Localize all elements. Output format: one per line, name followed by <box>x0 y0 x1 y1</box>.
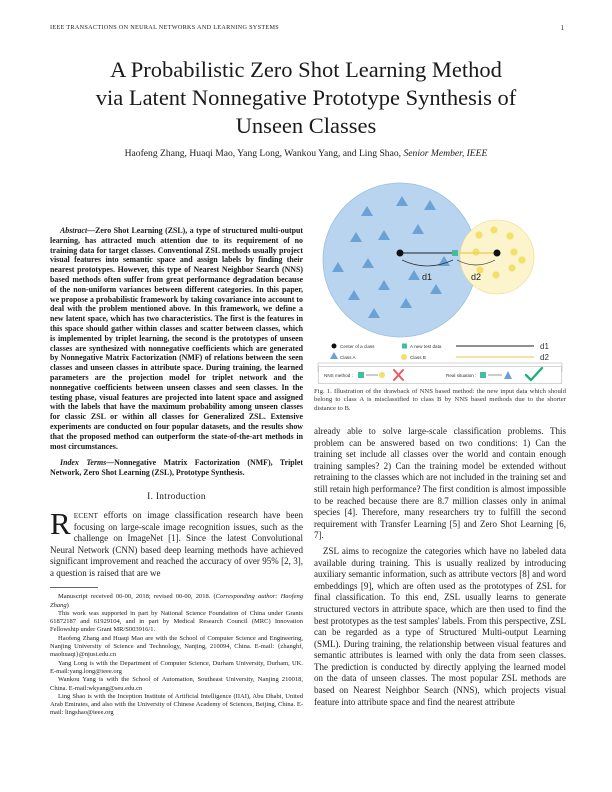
legend <box>330 342 549 362</box>
class-b-sample <box>490 226 497 233</box>
d1-label: d1 <box>422 272 433 282</box>
footnote-affil-zhang-mao: Haofeng Zhang and Huaqi Mao are with the School of Computer Science and Engineering, Nanjing University of Science and Technology, Nanjing, 210094, China. E-mail: {zhanghf, maohuaqi}@njust.edu.cn <box>50 634 303 659</box>
right-column-body <box>314 426 566 708</box>
intro-paragraph <box>50 505 303 580</box>
legend-d1-label: d1 <box>540 342 549 351</box>
title-line-3: Unseen Classes <box>235 113 377 138</box>
class-b-sample <box>475 231 482 238</box>
legend-test-marker <box>402 344 407 349</box>
abstract-text: —Zero Shot Learning (ZSL), a type of structured multi-output learning, has attracted much attention due to its requirement of no training data for target classes. Conventional ZSL methods usually project visual features into semantic space and assign labels by finding their nearest prototypes. However, this type of Nearest Neighbor Search (NNS) based methods often suffer from great performance degradation because of the non-uniform variances between different categories. In this paper, we propose a probabilistic framework by taking covariance into account to deal with the problem mentioned above. In this framework, we define a new latent space, which has two characteristics. The first is the features in this space should gather within classes and scatter between classes, which is implemented by triplet learning, the second is the prototypes of unseen classes are synthesized with nonnegative coefficients which are generated by Nonnegative Matrix Factorization (NMF) of relations between the seen classes and unseen classes in attribute space. During training, the learned parameters are the projection model for triplet network and the nonnegative coefficients between unseen classes and seen classes. In the testing phase, visual features are projected into latent space and assigned with the labels that have the maximum probability among unseen classes for classic ZSL or within all classes for Generalized ZSL. Extensive experiments are conducted on four popular datasets, and the results show that the proposed method can outperform the state-of-the-art methods in most circumstances. <box>50 226 303 451</box>
right-column <box>314 426 566 708</box>
section-heading-introduction: I. Introduction <box>147 491 206 502</box>
footnote-received: Manuscript received 00-00, 2018; revised 00-00, 2018. (Corresponding author: Haofeng Zhang) <box>50 593 303 609</box>
intro-text: efforts on image classification research have been focusing on large-scale image recognition issues, such as the challenge on ImageNet [1]. Since the latest Convolutional Neural Network (CNN) based deep learning methods have achieved significant improvement and reached the accuracy of over 95% [2, 3], a question is raised that are we <box>50 509 303 578</box>
figure-1 <box>314 180 566 372</box>
footnote-affil-shao: Ling Shao is with the Inception Institute of Artificial Intelligence (IIAI), Abu Dhabi, United Arab Emirates, and also with the University of Chinese Academy of Sciences, Beijing, China. E-mail: lingshao@ieee.org <box>50 693 303 717</box>
index-terms-lead: Index Terms <box>60 458 107 468</box>
paragraph-zsl: ZSL aims to recognize the categories which have no labeled data available during training. This is usually realized by introducing auxiliary semantic information, such as attribute vectors [8] and word embeddings [9], which are often used as the prototypes of ZSL for final classification. To this end, ZSL usually learns to generate structured vectors in attribute space, which are then used to find the best prototypes as the test samples' labels. From this perspective, ZSL can be regarded as a type of Structured Multi-output Learning (SML). During training, the relationship between visual features and semantic attributes is learned with only the data from seen classes. The prediction is conducted by directly applying the learned model on the data of unseen classes. The most popular ZSL methods are based on Nearest Neighbor Search (NNS), which projects visual feature into attribute space and find the nearest attribute <box>314 545 566 707</box>
paper-title <box>50 56 562 140</box>
title-line-2: via Latent Nonnegative Prototype Synthesis of <box>95 85 517 110</box>
class-a-center <box>397 250 404 257</box>
class-b-sample <box>492 271 499 278</box>
test-sample <box>452 250 458 256</box>
real-test-marker <box>480 372 486 378</box>
legend-class-a-label: Class A <box>340 355 356 360</box>
drop-cap: R <box>50 505 71 541</box>
legend-center-marker <box>332 344 337 349</box>
footnotes <box>50 593 303 717</box>
author-membership: Senior Member, IEEE <box>403 148 488 159</box>
legend-center-label: Center of a class <box>340 344 375 349</box>
author-list <box>50 148 562 159</box>
d2-label: d2 <box>471 272 482 282</box>
intro-smallcaps: ECENT <box>73 510 99 520</box>
index-terms <box>50 458 303 478</box>
class-b-sample <box>518 256 525 263</box>
footnote-support: This work was supported in part by National Science Foundation of China under Grants 61872187 and 61929104, and in part by Medical Research Council (MRC) Innovation Fellowship under Grant MR/S003916/1. <box>50 610 303 634</box>
nns-class-b-marker <box>379 372 385 378</box>
footnote-affil-long: Yang Long is with the Department of Computer Science, Durham University, Durham, UK. E-mail:yang.long@ieee.org <box>50 659 303 675</box>
paragraph-continuation: already able to solve large-scale classification problems. This problem can be answered based on two conditions: 1) Can the training set include all classes over the world and contain enough training samples? 2) Can the training model be extended without retraining to the classes which are not included in the training set and still retain high performance? The first condition is almost impossible to be reached because there are 8.7 million classes only in animal species [4]. Therefore, many researchers try to fulfill the second requirement with Transfer Learning [5] and Zero Shot Learning [6, 7]. <box>314 426 566 541</box>
method-comparison-row <box>318 366 562 384</box>
nns-test-marker <box>358 372 364 378</box>
class-b-sample <box>510 248 517 255</box>
legend-test-label: A new test data <box>410 344 442 349</box>
figure-caption: Fig. 1. Illustration of the drawback of NNS based method: the new input data which should belong to class A is misclassified to class B by NNS based methods due to the shorter distance to B. <box>314 388 566 412</box>
class-a-region <box>323 183 477 337</box>
class-b-center <box>494 250 501 257</box>
class-b-sample <box>472 248 479 255</box>
left-column <box>50 226 303 718</box>
footnote-rule <box>50 587 98 588</box>
legend-class-b-marker <box>401 354 407 360</box>
index-terms-text: —Nonnegative Matrix Factorization (NMF), Triplet Network, Zero Shot Learning (ZSL), Prototype Synthesis. <box>50 458 303 478</box>
nns-method-label: NNS method : <box>324 373 353 378</box>
nns-illustration <box>314 180 566 372</box>
abstract-lead: Abstract <box>60 226 88 235</box>
title-line-1: A Probabilistic Zero Shot Learning Method <box>110 57 502 82</box>
legend-class-b-label: Class B <box>410 355 426 360</box>
legend-d2-label: d2 <box>540 353 549 362</box>
real-situation-label: Real situation : <box>446 373 477 378</box>
footnote-affil-yang: Wankou Yang is with the School of Automation, Southeast University, Nanjing 210018, China. E-mail:wkyang@seu.edu.cn <box>50 676 303 692</box>
method-comparison-graphic <box>318 366 562 384</box>
legend-class-a-marker <box>330 352 338 359</box>
class-b-sample <box>506 232 513 239</box>
page-number: 1 <box>560 24 564 32</box>
abstract <box>50 226 303 451</box>
running-head: IEEE TRANSACTIONS ON NEURAL NETWORKS AND LEARNING SYSTEMS <box>50 24 280 31</box>
class-b-sample <box>508 264 515 271</box>
author-names: Haofeng Zhang, Huaqi Mao, Yang Long, Wankou Yang, and Ling Shao, <box>124 148 402 159</box>
